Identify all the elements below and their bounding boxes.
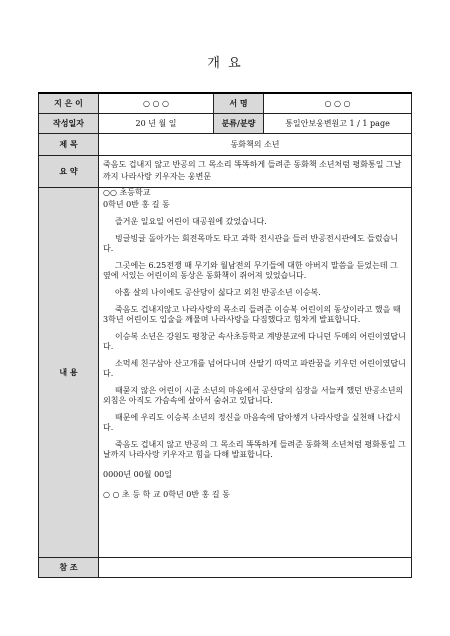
summary-value: 죽음도 겁내지 않고 반공의 그 목소리 똑똑하게 들려준 동화책 소년처럼 평화통일 그날까지 나라사랑 키우자는 웅변문: [99, 155, 412, 187]
date-line: 0000년 00월 00일: [103, 469, 172, 479]
doc-title-value: 동화책의 소년: [99, 133, 412, 155]
content-body: [99, 187, 412, 557]
date-row: [39, 113, 412, 133]
content-paragraph: 즐거운 일요일 어린이 대공원에 갔었습니다.: [115, 216, 267, 226]
school-line: ○○ 초등학교: [103, 187, 151, 197]
doc-title-label: 제 목: [39, 133, 99, 155]
signature-line: ○ ○ 초 등 학 교 0학년 0반 홍 길 동: [103, 489, 230, 499]
content-paragraph: 때문에 우리도 이승복 소년의 정신을 마음속에 담아챙겨 나라사랑을 실천해 나갑시다.: [103, 412, 401, 432]
doc-title-row: [39, 133, 412, 155]
content-paragraph: 때묻지 않은 어린이 시골 소년의 마음에서 공산당의 심장을 서늘케 했던 반공소년의 외침은 아직도 가슴속에 살아서 숨쉬고 있답니다.: [103, 385, 404, 405]
content-paragraph: 소먹세 친구삼아 산고개를 넘어다니며 산딸기 따먹고 파란꿈을 키우던 어린이였답니다.: [103, 358, 406, 378]
reference-row: [39, 557, 412, 577]
date-value: 20 년 월 일: [99, 113, 214, 133]
reference-label: 참 조: [39, 557, 99, 577]
reference-value: [99, 557, 412, 577]
student-line: 0학년 0반 홍 길 동: [103, 199, 170, 209]
summary-row: [39, 155, 412, 187]
summary-label: 요 약: [39, 155, 99, 187]
content-paragraph: 죽음도 겁내지않고 나라사랑의 목소리 들려준 이승복 어린이의 동상이라고 했을 때 3학년 어린이도 입술을 깨물며 나라사랑을 다짐했다고 힘차게 발표합니다.: [103, 304, 401, 324]
category-label: 분류/분량: [214, 113, 264, 133]
date-label: 작성일자: [39, 113, 99, 133]
content-row: [39, 187, 412, 557]
author-row: [39, 93, 412, 113]
author-value: ○ ○ ○: [99, 93, 214, 113]
content-paragraph: 아홉 살의 나이에도 공산당이 싫다고 외친 반공소년 이승복.: [115, 287, 321, 297]
content-label: 내 용: [39, 187, 99, 557]
overview-form-table: [38, 92, 412, 578]
content-paragraph: 그곳에는 6.25전쟁 때 무기와 월남전의 무기들에 대한 아버지 말씀을 듣었는데 그 옆에 서있는 어린이의 동상은 동화책이 쥐어져 있었습니다.: [103, 260, 398, 280]
book-title-label: 서 명: [214, 93, 264, 113]
category-value: 통일안보웅변원고 1 / 1 page: [264, 113, 412, 133]
content-paragraph: 빙글빙글 돌아가는 회전목마도 타고 과학 전시관을 들러 반공전시관에도 들렀습니다.: [103, 233, 399, 253]
content-paragraph: 죽음도 겁내지 않고 반공의 그 목소리 똑똑하게 들려준 동화책 소년처럼 평화통일 그날까지 나라사랑 키우자고 힘을 다해 발표합니다.: [103, 439, 406, 459]
author-label: 지 은 이: [39, 93, 99, 113]
page-title: 개 요: [207, 56, 243, 71]
content-paragraph: 이승복 소년은 강원도 평창군 속사초등학교 계방분교에 다니던 두메의 어린이였답니다.: [103, 331, 406, 351]
book-title-value: ○ ○ ○: [264, 93, 412, 113]
